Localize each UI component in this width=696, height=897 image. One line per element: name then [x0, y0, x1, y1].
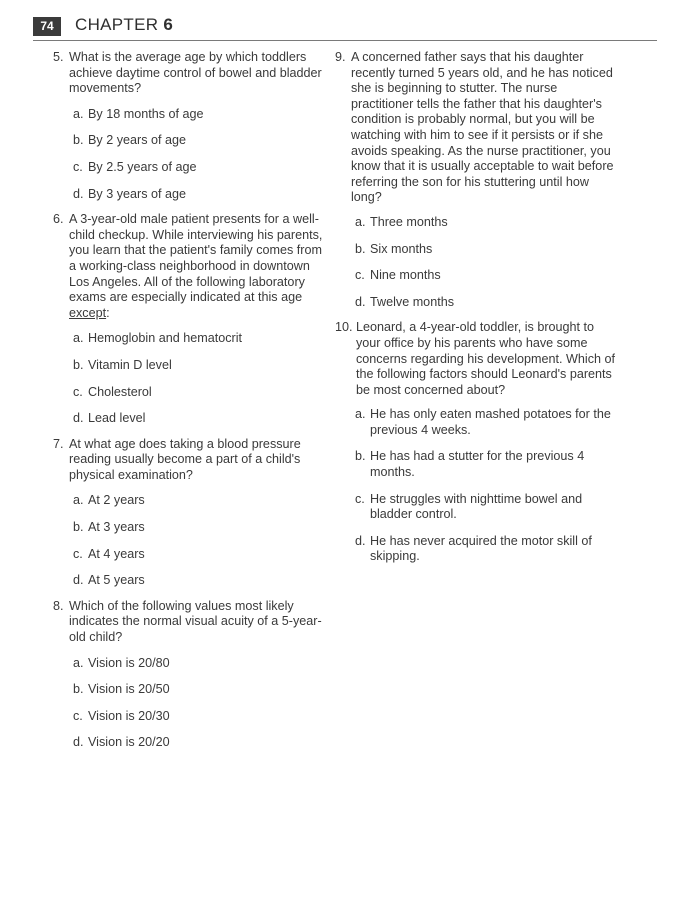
option-text: He has only eaten mashed potatoes for the previous 4 weeks. [370, 407, 611, 437]
option-letter: c. [73, 708, 83, 723]
option-letter: c. [73, 546, 83, 561]
option-letter: a. [73, 493, 84, 508]
question-8 [53, 599, 323, 751]
question-stem: What is the average age by which toddlers achieve daytime control of bowel and bladder movements? [69, 50, 322, 96]
option-d [73, 573, 323, 589]
option-text: Vision is 20/50 [88, 682, 170, 697]
option-text: Hemoglobin and hematocrit [88, 331, 243, 346]
option-text: Vision is 20/30 [88, 708, 170, 723]
option-c [73, 160, 323, 176]
option-a [73, 493, 323, 509]
option-letter: a. [355, 407, 366, 422]
option-text: Lead level [88, 411, 146, 426]
option-text: Six months [370, 241, 433, 256]
option-text: By 2 years of age [88, 133, 187, 148]
question-6 [53, 212, 323, 427]
question-stem-end: : [106, 305, 110, 320]
option-letter: b. [73, 357, 84, 372]
page-header [33, 14, 657, 41]
option-letter: d. [355, 533, 366, 548]
option-a [73, 331, 323, 347]
chapter-number: 6 [163, 15, 174, 34]
question-stem-emphasis: except [69, 305, 107, 320]
right-column [335, 50, 615, 575]
question-stem [69, 212, 323, 321]
option-text: Three months [370, 214, 448, 229]
option-letter: a. [73, 331, 84, 346]
option-d [355, 295, 615, 311]
option-letter: c. [73, 159, 83, 174]
question-5 [53, 50, 323, 202]
option-a [73, 107, 323, 123]
option-letter: d. [355, 294, 366, 309]
option-text: By 3 years of age [88, 186, 187, 201]
left-column [53, 50, 323, 761]
option-letter: b. [73, 682, 84, 697]
option-d [73, 411, 323, 427]
chapter-word: CHAPTER [75, 15, 159, 34]
option-text: Nine months [370, 268, 441, 283]
option-text: At 3 years [88, 520, 145, 535]
option-letter: a. [355, 214, 366, 229]
option-text: By 2.5 years of age [88, 159, 197, 174]
option-c [73, 709, 323, 725]
question-number: 10. [335, 320, 353, 335]
option-letter: c. [73, 384, 83, 399]
option-a [73, 656, 323, 672]
option-c [355, 492, 615, 523]
question-stem: Which of the following values most likely indicates the normal visual acuity of a 5-year-old child? [69, 598, 322, 645]
option-letter: d. [73, 573, 84, 588]
option-letter: d. [73, 186, 84, 201]
option-text: At 4 years [88, 546, 145, 561]
option-c [73, 547, 323, 563]
question-number: 5. [53, 50, 64, 64]
option-text: Vision is 20/20 [88, 735, 170, 750]
option-letter: b. [355, 449, 366, 464]
option-text: At 2 years [88, 493, 145, 508]
question-7 [53, 437, 323, 589]
chapter-title [75, 15, 173, 35]
option-text: Cholesterol [88, 384, 152, 399]
option-c [355, 268, 615, 284]
option-b [73, 520, 323, 536]
question-stem-text: A 3-year-old male patient presents for a well-child checkup. While interviewing his parents, you learn that the patient's family comes from a working-class neighborhood in downtown Los Angeles. All of the following laboratory exams are especially indicated at this age [69, 212, 323, 305]
option-d [73, 187, 323, 203]
option-text: He has had a stutter for the previous 4 months. [370, 449, 585, 480]
option-b [355, 449, 615, 480]
question-stem: At what age does taking a blood pressure reading usually become a part of a child's physical examination? [69, 436, 301, 482]
question-number: 8. [53, 598, 64, 613]
option-letter: d. [73, 735, 84, 750]
option-b [73, 682, 323, 698]
option-d [355, 534, 615, 565]
option-a [355, 215, 615, 231]
option-letter: a. [73, 106, 84, 121]
option-letter: c. [355, 268, 365, 283]
question-number: 6. [53, 212, 64, 227]
option-letter: a. [73, 655, 84, 670]
option-a [355, 407, 615, 438]
question-stem: A concerned father says that his daughter recently turned 5 years old, and he has noticed she is beginning to stutter. The nurse practitioner tells the father that his daughter's condition is probably normal, but you will be watching with him to see if it persists or if she avoids speaking. As the nurse practitioner, you know that it is usually acceptable to wait before referring the son for his stuttering until how long? [351, 50, 614, 205]
question-number: 9. [335, 50, 346, 64]
question-number: 7. [53, 436, 64, 451]
question-10 [335, 320, 615, 565]
option-text: Twelve months [370, 294, 454, 309]
option-letter: b. [73, 133, 84, 148]
page-number: 74 [33, 17, 61, 36]
option-c [73, 385, 323, 401]
option-text: He struggles with nighttime bowel and bladder control. [370, 491, 583, 522]
option-b [355, 242, 615, 258]
option-letter: c. [355, 491, 365, 506]
option-text: Vitamin D level [88, 357, 172, 372]
question-9 [335, 50, 615, 310]
question-stem: Leonard, a 4-year-old toddler, is brought to your office by his parents who have some concerns regarding his development. Which of the following factors should Leonard's parents be most concerned about? [356, 320, 616, 397]
option-letter: b. [73, 520, 84, 535]
option-d [73, 735, 323, 751]
option-b [73, 133, 323, 149]
option-letter: d. [73, 411, 84, 426]
option-b [73, 358, 323, 374]
option-text: By 18 months of age [88, 106, 204, 121]
option-text: At 5 years [88, 573, 145, 588]
option-letter: b. [355, 241, 366, 256]
option-text: Vision is 20/80 [88, 655, 170, 670]
option-text: He has never acquired the motor skill of skipping. [370, 533, 592, 564]
